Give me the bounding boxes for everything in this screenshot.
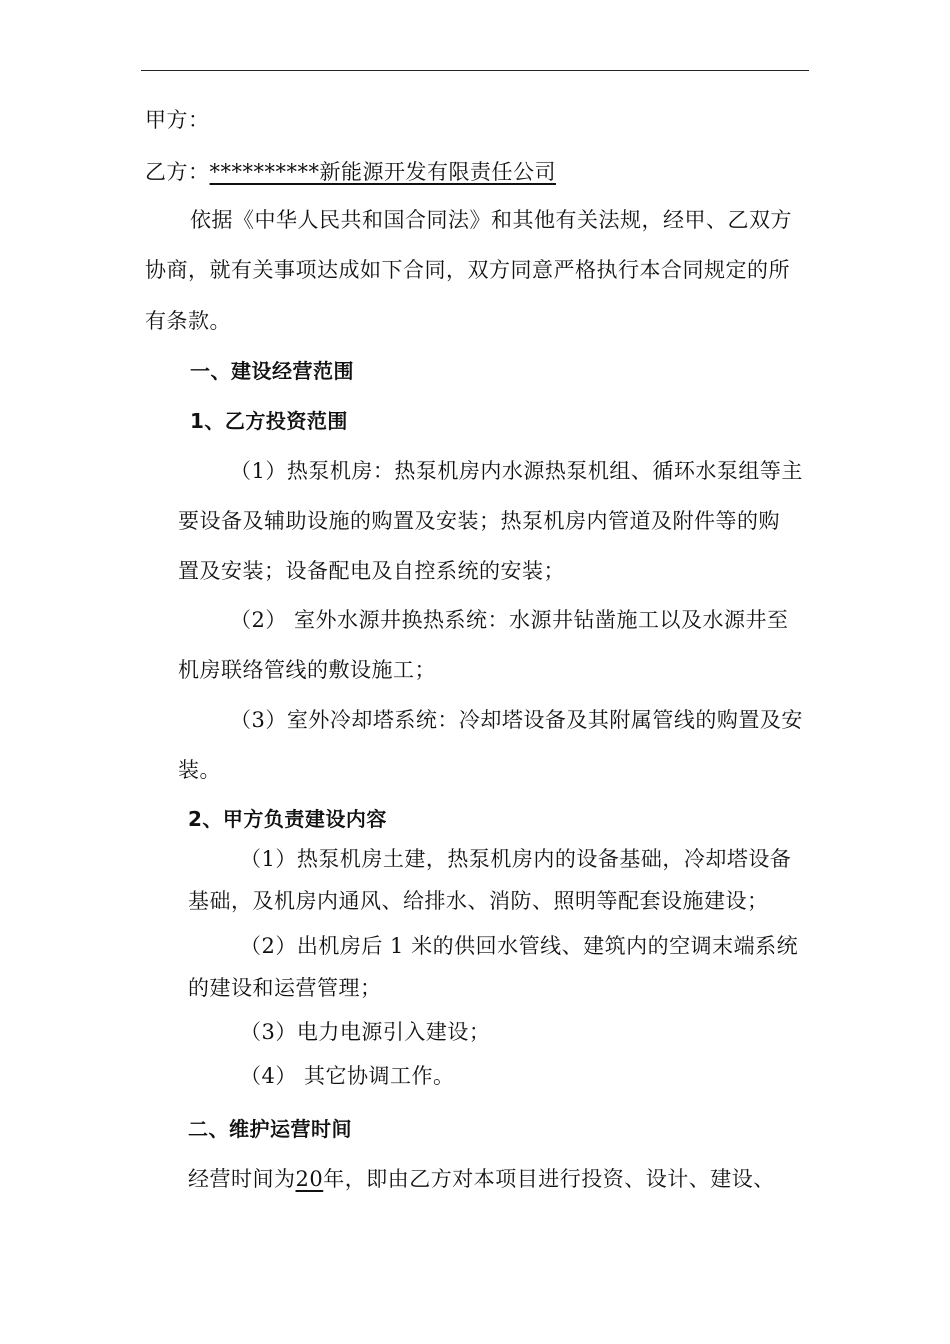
sub1-item3-line1: （3）室外冷却塔系统：冷却塔设备及其附属管线的购置及安 — [230, 708, 803, 732]
section-2-text-before: 经营时间为 — [188, 1167, 296, 1191]
sub2-item2-line2: 的建设和运营管理； — [188, 976, 382, 1000]
sub1-item2-line2: 机房联络管线的敷设施工； — [178, 658, 436, 682]
section-2-title: 二、维护运营时间 — [188, 1117, 352, 1141]
sub1-item1-line3: 置及安装；设备配电及自控系统的安装； — [178, 559, 565, 583]
party-b-line — [145, 158, 556, 186]
section-2-text — [188, 1165, 775, 1193]
preamble-line-2: 协商，就有关事项达成如下合同，双方同意严格执行本合同规定的所 — [145, 258, 790, 282]
preamble-line-3: 有条款。 — [145, 309, 231, 333]
sub1-item2-line1: （2） 室外水源井换热系统：水源井钻凿施工以及水源井至 — [230, 608, 789, 632]
party-a-label: 甲方： — [145, 108, 210, 132]
party-b-label: 乙方： — [145, 160, 210, 184]
party-b-value: **********新能源开发有限责任公司 — [209, 160, 556, 184]
sub1-item1-line2: 要设备及辅助设施的购置及安装；热泵机房内管道及附件等的购 — [178, 509, 780, 533]
sub2-item1-line2: 基础，及机房内通风、给排水、消防、照明等配套设施建设； — [188, 889, 769, 913]
section-1-sub-1-title: 1、乙方投资范围 — [190, 409, 348, 433]
section-2-years: 20 — [295, 1167, 324, 1191]
sub2-item1-line1: （1）热泵机房土建，热泵机房内的设备基础，冷却塔设备 — [240, 847, 792, 871]
sub1-item1-line1: （1）热泵机房：热泵机房内水源热泵机组、循环水泵组等主 — [230, 459, 803, 483]
sub2-item3-line1: （3）电力电源引入建设； — [240, 1020, 491, 1044]
sub2-item2-line1: （2）出机房后 1 米的供回水管线、建筑内的空调末端系统 — [240, 934, 799, 958]
section-1-title: 一、建设经营范围 — [190, 359, 354, 383]
sub2-item4-line1: （4） 其它协调工作。 — [240, 1064, 455, 1088]
section-2-text-after: 年，即由乙方对本项目进行投资、设计、建设、 — [323, 1167, 775, 1191]
header-rule — [141, 70, 809, 71]
section-1-sub-2-title: 2、甲方负责建设内容 — [188, 807, 387, 831]
party-a-line — [145, 106, 210, 134]
preamble-line-1: 依据《中华人民共和国合同法》和其他有关法规，经甲、乙双方 — [190, 208, 792, 232]
sub1-item3-line2: 装。 — [178, 758, 221, 782]
